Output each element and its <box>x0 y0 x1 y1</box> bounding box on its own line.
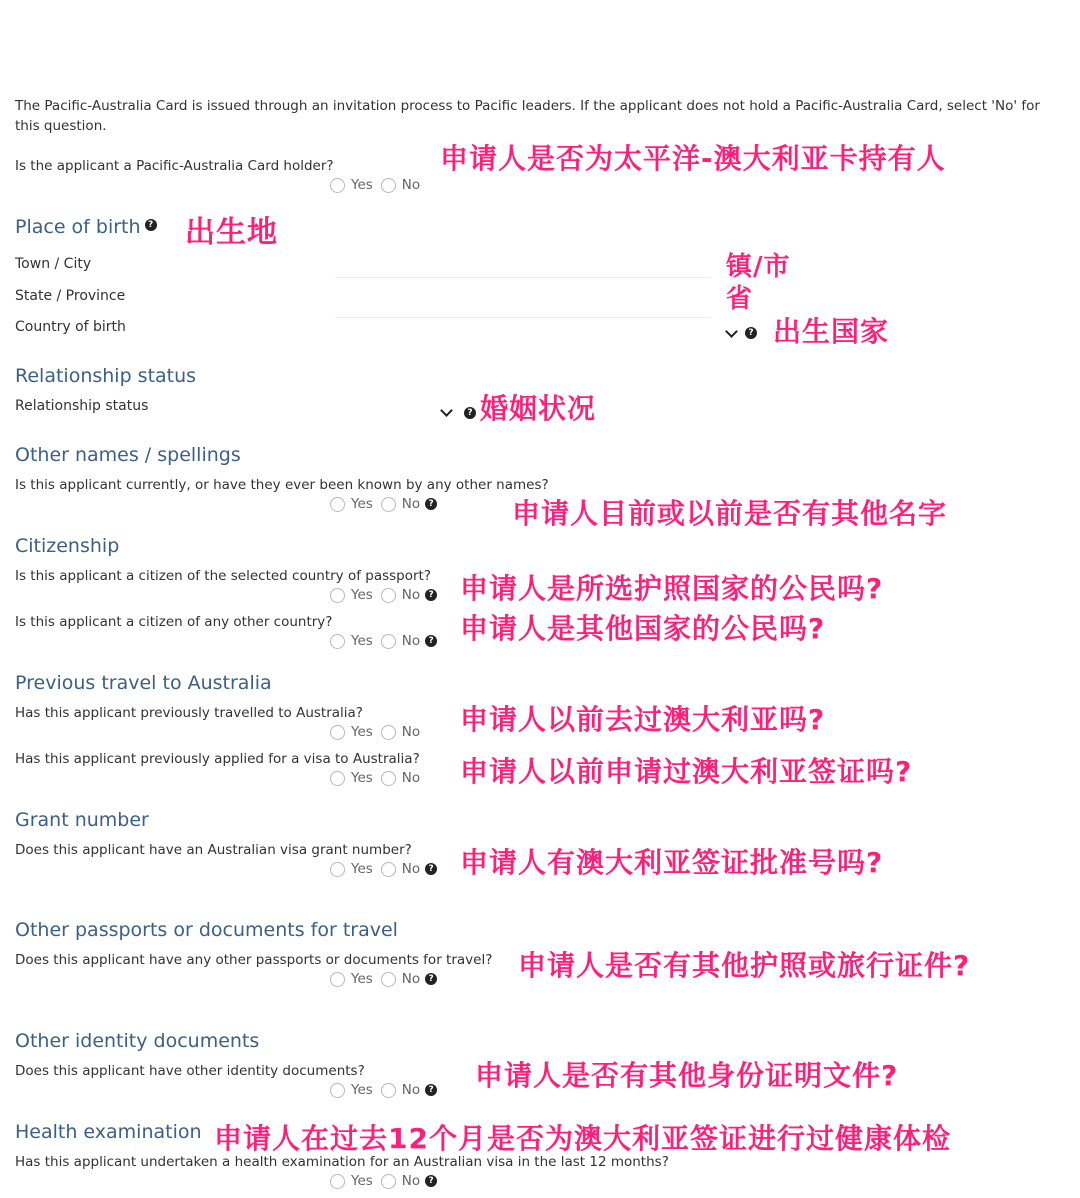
health-examination-heading: Health examination <box>15 1121 202 1143</box>
relationship-status-select[interactable] <box>442 400 451 419</box>
relationship-status-label: Relationship status <box>15 398 149 414</box>
help-circle-icon[interactable]: ? <box>745 327 757 339</box>
grant-radio-group: Yes No ? <box>330 861 437 877</box>
citizenship-heading: Citizenship <box>15 535 120 557</box>
grant-no-radio[interactable] <box>381 862 396 877</box>
help-circle-icon[interactable]: ? <box>425 498 437 510</box>
travel-2-annotation: 申请人以前申请过澳大利亚签证吗? <box>460 755 913 788</box>
citizenship-2-annotation: 申请人是其他国家的公民吗? <box>460 612 826 645</box>
previous-travel-heading: Previous travel to Australia <box>15 672 272 694</box>
previous-travel-question-1: Has this applicant previously travelled to Australia? <box>15 705 363 721</box>
grant-number-heading: Grant number <box>15 809 149 831</box>
grant-yes-radio[interactable] <box>330 862 345 877</box>
pacific-card-radio-group <box>330 177 420 193</box>
no-label: No <box>401 177 421 193</box>
passports-no-radio[interactable] <box>381 972 396 987</box>
passports-radio-group: Yes No ? <box>330 971 437 987</box>
other-names-no-radio[interactable] <box>381 497 396 512</box>
health-no-radio[interactable] <box>381 1174 396 1189</box>
identity-radio-group: Yes No ? <box>330 1082 437 1098</box>
identity-documents-question: Does this applicant have other identity documents? <box>15 1063 365 1079</box>
help-circle-icon[interactable]: ? <box>425 589 437 601</box>
country-of-birth-label: Country of birth <box>15 319 126 335</box>
health-radio-group: Yes No ? <box>330 1173 437 1189</box>
relationship-status-annotation: 婚姻状况 <box>480 392 597 425</box>
other-names-yes-radio[interactable] <box>330 497 345 512</box>
town-city-label: Town / City <box>15 256 92 272</box>
other-names-annotation: 申请人目前或以前是否有其他名字 <box>512 497 948 530</box>
other-names-question: Is this applicant currently, or have they ever been known by any other names? <box>15 477 549 493</box>
pacific-card-yes-radio[interactable] <box>330 178 345 193</box>
citizenship-1-yes-radio[interactable] <box>330 588 345 603</box>
grant-annotation: 申请人有澳大利亚签证批准号吗? <box>460 846 884 879</box>
state-province-label: State / Province <box>15 288 126 304</box>
chevron-down-icon <box>440 404 453 417</box>
pacific-card-no-radio[interactable] <box>381 178 396 193</box>
grant-number-question: Does this applicant have an Australian visa grant number? <box>15 842 412 858</box>
pacific-card-annotation: 申请人是否为太平洋-澳大利亚卡持有人 <box>440 142 946 175</box>
relationship-status-heading: Relationship status <box>15 365 197 387</box>
identity-annotation: 申请人是否有其他身份证明文件? <box>475 1059 899 1092</box>
citizenship-1-no-radio[interactable] <box>381 588 396 603</box>
place-of-birth-heading: Place of birth ? <box>15 216 157 238</box>
citizenship-1-annotation: 申请人是所选护照国家的公民吗? <box>460 572 884 605</box>
pacific-card-question: Is the applicant a Pacific-Australia Card holder? <box>15 158 334 174</box>
other-passports-question: Does this applicant have any other passports or documents for travel? <box>15 952 493 968</box>
help-circle-icon[interactable]: ? <box>425 863 437 875</box>
chevron-down-icon <box>725 325 738 338</box>
other-names-heading: Other names / spellings <box>15 444 241 466</box>
other-passports-heading: Other passports or documents for travel <box>15 919 398 941</box>
health-examination-question: Has this applicant undertaken a health examination for an Australian visa in the last 12 months? <box>15 1154 669 1170</box>
pacific-card-info: The Pacific-Australia Card is issued through an invitation process to Pacific leaders. If the applicant does not hold a Pacific-Australia Card, select 'No' for this question. <box>15 98 1040 134</box>
state-province-annotation: 省 <box>726 284 754 314</box>
citizenship-question-1: Is this applicant a citizen of the selected country of passport? <box>15 568 431 584</box>
state-province-input[interactable] <box>335 317 710 318</box>
town-city-input[interactable] <box>335 277 710 278</box>
country-of-birth-select[interactable] <box>727 321 736 340</box>
yes-label: Yes <box>351 177 373 193</box>
passports-yes-radio[interactable] <box>330 972 345 987</box>
travel-1-no-radio[interactable] <box>381 725 396 740</box>
travel-1-annotation: 申请人以前去过澳大利亚吗? <box>460 703 826 736</box>
citizenship-2-radio-group: Yes No ? <box>330 633 437 649</box>
travel-2-radio-group: Yes No <box>330 770 420 786</box>
help-circle-icon[interactable]: ? <box>425 1175 437 1187</box>
citizenship-2-no-radio[interactable] <box>381 634 396 649</box>
identity-documents-heading: Other identity documents <box>15 1030 260 1052</box>
country-of-birth-annotation: 出生国家 <box>773 315 890 348</box>
other-names-radio-group: Yes No ? <box>330 496 437 512</box>
help-circle-icon[interactable]: ? <box>425 973 437 985</box>
citizenship-1-radio-group: Yes No ? <box>330 587 437 603</box>
help-circle-icon[interactable]: ? <box>425 1084 437 1096</box>
travel-1-radio-group: Yes No <box>330 724 420 740</box>
town-city-annotation: 镇/市 <box>726 252 791 282</box>
travel-1-yes-radio[interactable] <box>330 725 345 740</box>
health-annotation: 申请人在过去12个月是否为澳大利亚签证进行过健康体检 <box>214 1122 951 1155</box>
travel-2-yes-radio[interactable] <box>330 771 345 786</box>
previous-travel-question-2: Has this applicant previously applied for a visa to Australia? <box>15 751 420 767</box>
passports-annotation: 申请人是否有其他护照或旅行证件? <box>518 949 971 982</box>
place-of-birth-annotation: 出生地 <box>185 215 278 250</box>
citizenship-question-2: Is this applicant a citizen of any other country? <box>15 614 333 630</box>
health-yes-radio[interactable] <box>330 1174 345 1189</box>
identity-no-radio[interactable] <box>381 1083 396 1098</box>
citizenship-2-yes-radio[interactable] <box>330 634 345 649</box>
identity-yes-radio[interactable] <box>330 1083 345 1098</box>
help-circle-icon[interactable]: ? <box>464 407 476 419</box>
help-circle-icon[interactable]: ? <box>425 635 437 647</box>
help-circle-icon[interactable]: ? <box>145 219 157 231</box>
travel-2-no-radio[interactable] <box>381 771 396 786</box>
